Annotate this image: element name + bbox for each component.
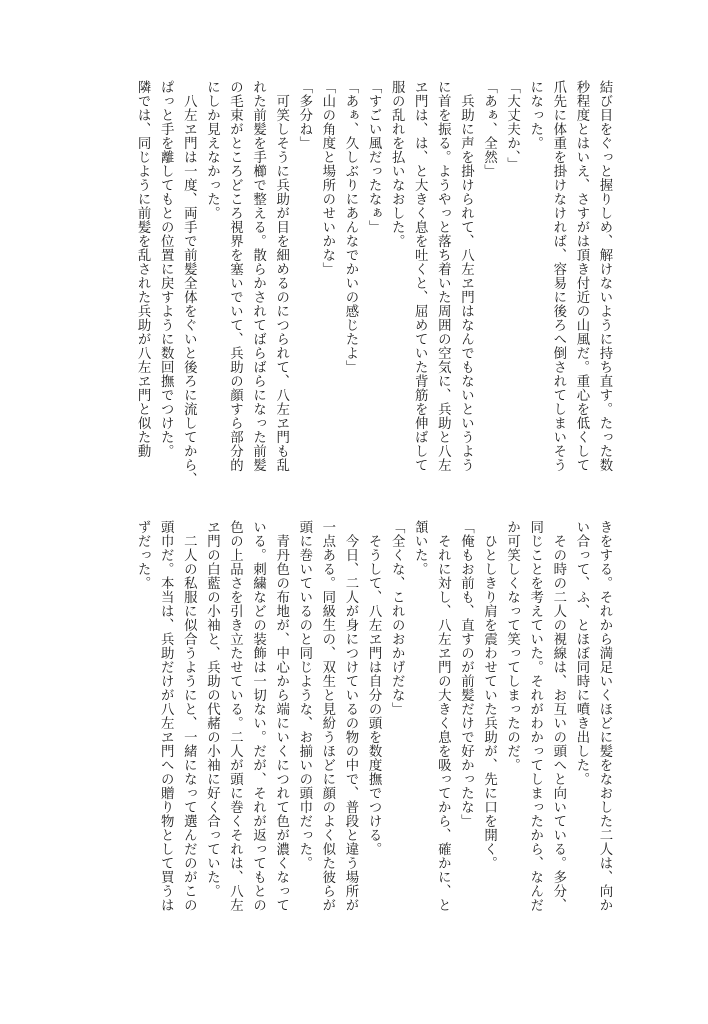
text-line: ぱっと手を離してもとの位置に戻すように数回撫でつけた。 (158, 80, 174, 458)
text-line: 「山の角度と場所のせいかな」 (319, 80, 335, 276)
text-line: いる。刺繍などの装飾は一切ない。だが、それが返ってもとの (250, 520, 266, 912)
text-line: 色の上品さを引き立たせている。二人が頭に巻くそれは、八左 (227, 520, 243, 912)
text-line: 隣では、同じように前髪を乱された兵助が八左ヱ門と似た動 (135, 80, 151, 458)
text-line: に首を振る。ようやっと落ち着いた周囲の空気に、兵助と八左 (435, 80, 451, 472)
text-line: 「すごい風だったなぁ」 (366, 80, 382, 234)
text-line: 「あぁ、久しぶりにあんなでかいの感じたよ」 (342, 80, 358, 374)
text-line: 頷いた。 (412, 520, 428, 576)
text-line: ヱ門は、は、と大きく息を吐くと、屈めていた背筋を伸ばして (412, 80, 428, 472)
text-line: 同じことを考えていた。それがわかってしまったから、なんだ (527, 520, 543, 912)
text-line: か可笑しくなって笑ってしまったのだ。 (504, 520, 520, 772)
text-line: 爪先に体重を掛けなければ、容易に後ろへ倒されてしまいそう (550, 80, 566, 472)
text-line: ずだった。 (135, 520, 151, 590)
text-line: そうして、八左ヱ門は自分の頭を数度撫でつける。 (366, 520, 382, 856)
text-line: 八左ヱ門は一度、両手で前髪全体をぐいと後ろに流してから、 (181, 80, 197, 486)
text-block-bottom (131, 520, 616, 940)
text-line: 今日、二人が身につけているの物の中で、普段と違う場所が (342, 520, 358, 912)
text-line: 二人の私服に似合うようにと、一緒になって選んだのがこの (181, 520, 197, 912)
text-line: 秒程度とはいえ、さすがは頂き付近の山風だ。重心を低くして (573, 80, 589, 472)
text-line: きをする。それから満足いくほどに髪をなおした二人は、向か (597, 520, 612, 912)
text-line: 「あぁ、全然」 (481, 80, 497, 178)
text-line: 「全くな、これのおかげだな」 (389, 520, 405, 716)
text-line: その時の二人の視線は、お互いの頭へと向いている。多分、 (550, 520, 566, 912)
text-block-top (131, 80, 616, 500)
text-line: 「多分ね」 (296, 80, 312, 150)
text-line: の毛束がところどころ視界を塞いでいて、兵助の顔すら部分的 (227, 80, 243, 472)
text-line: 可笑しそうに兵助が目を細めるのにつられて、八左ヱ門も乱 (273, 80, 289, 472)
text-line: 兵助に声を掛けられて、八左ヱ門はなんでもないというよう (458, 80, 474, 472)
text-line: 頭に巻いているのと同じような、お揃いの頭巾だった。 (296, 520, 312, 870)
text-line: 青丹色の布地が、中心から端にいくにつれて色が濃くなって (273, 520, 289, 912)
text-line: ヱ門の白藍の小袖と、兵助の代赭の小袖に好く合っていた。 (204, 520, 220, 898)
text-line: それに対し、八左ヱ門の大きく息を吸ってから、確かに、と (435, 520, 451, 912)
text-line: 結び目をぐっと握りしめ、解けないように持ち直す。たった数 (597, 80, 612, 472)
text-line: ひとしきり肩を震わせていた兵助が、先に口を開く。 (481, 520, 497, 870)
text-line: い合って、ふ、とほぼ同時に噴き出した。 (573, 520, 589, 786)
text-line: 頭巾だ。本当は、兵助だけが八左ヱ門への贈り物として買うは (158, 520, 174, 912)
text-line: 「大丈夫か、」 (504, 80, 520, 172)
text-line: にしか見えなかった。 (204, 80, 220, 220)
text-line: 服の乱れを払いなおした。 (389, 80, 405, 248)
text-line: れた前髪を手櫛で整える。散らかされてばらばらになった前髪 (250, 80, 266, 472)
text-line: 「俺もお前も、直すのが前髪だけで好かったな」 (458, 520, 474, 828)
text-line: になった。 (527, 80, 543, 150)
text-line: 一点ある。同級生の、双生と見紛うほどに顔のよく似た彼らが (319, 520, 335, 912)
